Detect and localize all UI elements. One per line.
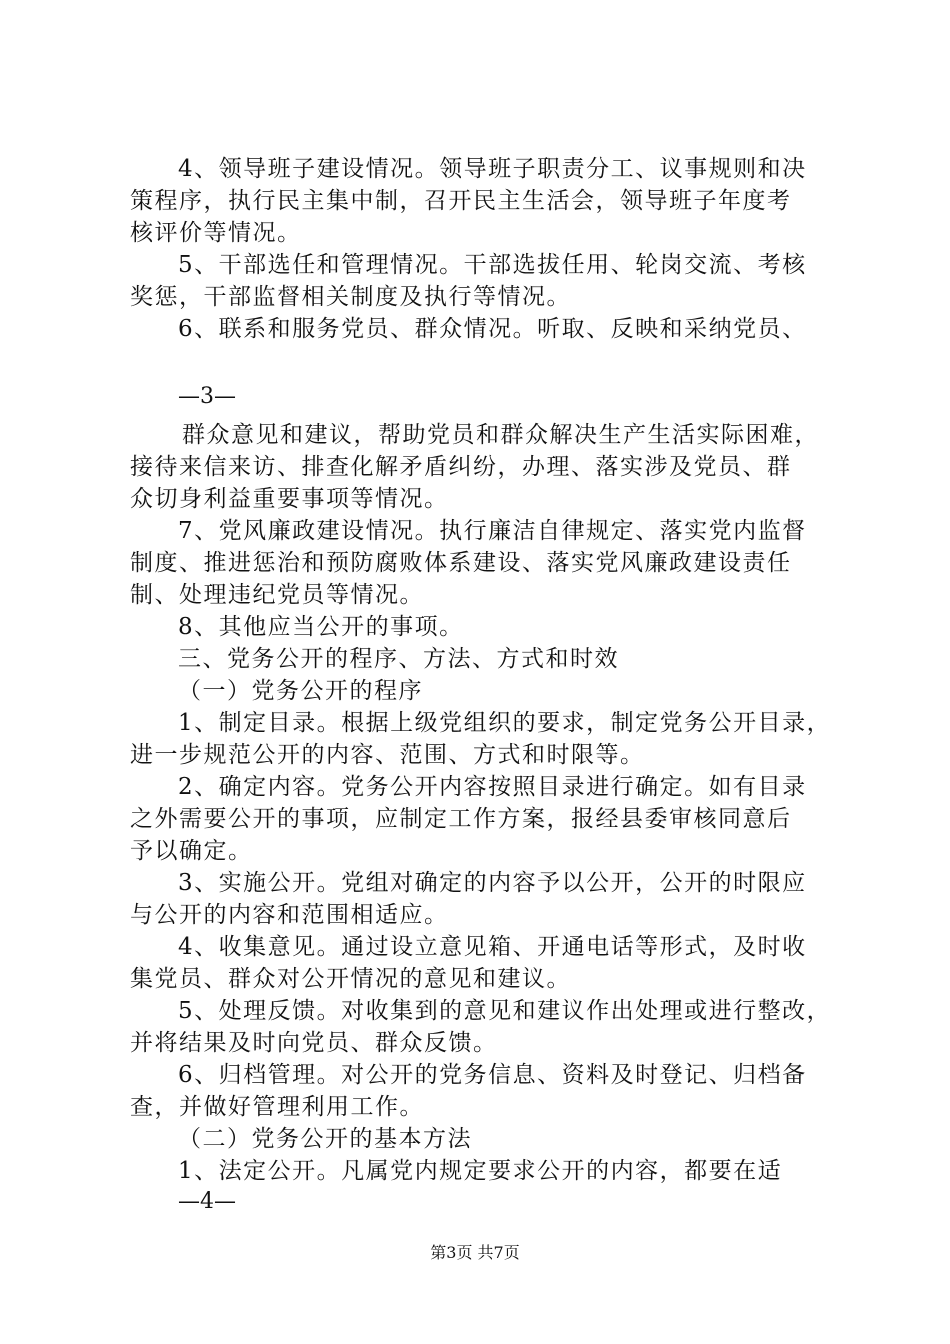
paragraph-line: 进一步规范公开的内容、范围、方式和时限等。 (130, 742, 645, 768)
paragraph-line: 众切身利益重要事项等情况。 (130, 486, 449, 512)
page-number-mark: —4— (178, 1189, 236, 1214)
paragraph-line: 与公开的内容和范围相适应。 (130, 902, 449, 928)
paragraph-line: 5、处理反馈。对收集到的意见和建议作出处理或进行整改， (178, 998, 832, 1024)
paragraph-line: 核评价等情况。 (130, 220, 302, 246)
paragraph-line: 1、制定目录。根据上级党组织的要求，制定党务公开目录， (178, 710, 832, 736)
paragraph-line: 1、法定公开。凡属党内规定要求公开的内容，都要在适 (178, 1158, 783, 1184)
paragraph-line: 2、确定内容。党务公开内容按照目录进行确定。如有目录 (178, 774, 807, 800)
subsection-heading: （二）党务公开的基本方法 (178, 1126, 472, 1152)
paragraph-line: 3、实施公开。党组对确定的内容予以公开，公开的时限应 (178, 870, 807, 896)
paragraph-line: 接待来信来访、排查化解矛盾纠纷，办理、落实涉及党员、群 (130, 454, 792, 480)
paragraph-line: 奖惩，干部监督相关制度及执行等情况。 (130, 284, 571, 310)
section-heading: 三、党务公开的程序、方法、方式和时效 (178, 646, 619, 672)
paragraph-line: 之外需要公开的事项，应制定工作方案，报经县委审核同意后 (130, 806, 792, 832)
page-footer: 第3页 共7页 (430, 1243, 520, 1262)
paragraph-line: 策程序，执行民主集中制，召开民主生活会，领导班子年度考 (130, 188, 792, 214)
paragraph-line: 制度、推进惩治和预防腐败体系建设、落实党风廉政建设责任 (130, 550, 792, 576)
paragraph-line: 8、其他应当公开的事项。 (178, 614, 464, 640)
paragraph-line: 制、处理违纪党员等情况。 (130, 582, 424, 608)
paragraph-line: 5、干部选任和管理情况。干部选拔任用、轮岗交流、考核 (178, 252, 807, 278)
paragraph-line: 4、收集意见。通过设立意见箱、开通电话等形式，及时收 (178, 934, 807, 960)
paragraph-line: 查，并做好管理利用工作。 (130, 1094, 424, 1120)
page-number-mark: —3— (178, 384, 236, 409)
paragraph-line: 群众意见和建议，帮助党员和群众解决生产生活实际困难， (182, 422, 819, 448)
paragraph-line: 7、党风廉政建设情况。执行廉洁自律规定、落实党内监督 (178, 518, 807, 544)
paragraph-line: 6、归档管理。对公开的党务信息、资料及时登记、归档备 (178, 1062, 807, 1088)
paragraph-line: 6、联系和服务党员、群众情况。听取、反映和采纳党员、 (178, 316, 807, 342)
subsection-heading: （一）党务公开的程序 (178, 678, 423, 704)
paragraph-line: 并将结果及时向党员、群众反馈。 (130, 1030, 498, 1056)
paragraph-line: 予以确定。 (130, 838, 253, 864)
paragraph-line: 4、领导班子建设情况。领导班子职责分工、议事规则和决 (178, 156, 807, 182)
paragraph-line: 集党员、群众对公开情况的意见和建议。 (130, 966, 571, 992)
